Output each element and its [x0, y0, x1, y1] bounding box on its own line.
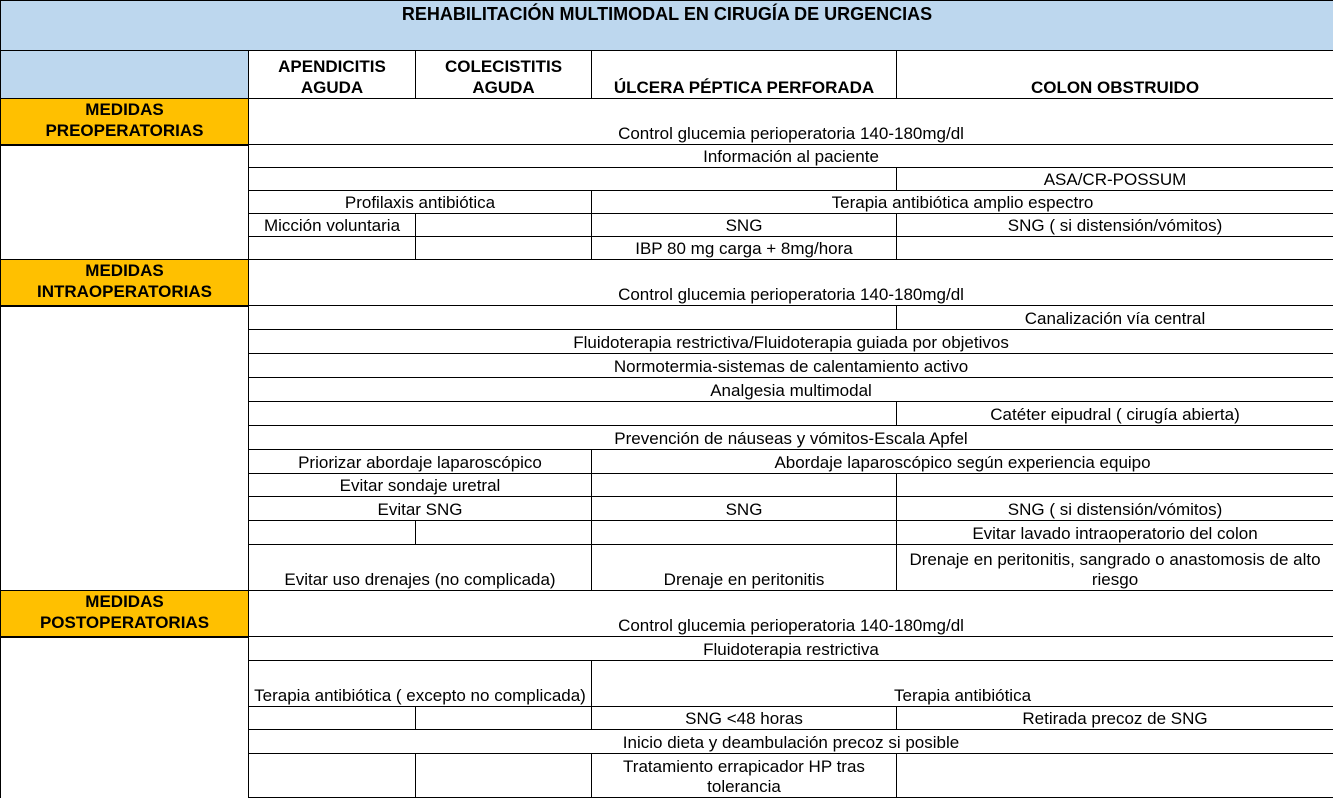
intra-prevencion: Prevención de náuseas y vómitos-Escala Apfel	[249, 426, 1333, 450]
section-postoperatorias: MEDIDAS POSTOPERATORIAS	[1, 591, 249, 637]
post-sng48: SNG <48 horas	[592, 707, 897, 730]
pre-informacion: Información al paciente	[249, 145, 1333, 168]
intra-empty-cell	[592, 474, 897, 497]
pre-ibp: IBP 80 mg carga + 8mg/hora	[592, 237, 897, 260]
intra-sng-distension: SNG ( si distensión/vómitos)	[897, 497, 1333, 521]
intra-analgesia: Analgesia multimodal	[249, 378, 1333, 402]
post-inicio-dieta: Inicio dieta y deambulación precoz si posible	[249, 730, 1333, 754]
intra-priorizar: Priorizar abordaje laparoscópico	[249, 450, 592, 474]
post-terapia-excepto: Terapia antibiótica ( excepto no complicada)	[249, 661, 592, 707]
pre-glucemia: Control glucemia perioperatoria 140-180mg/dl	[249, 99, 1333, 145]
intra-abordaje-experiencia: Abordaje laparoscópico según experiencia equipo	[592, 450, 1333, 474]
intra-empty-cell	[592, 521, 897, 545]
intra-empty-cell	[249, 306, 897, 330]
post-glucemia: Control glucemia perioperatoria 140-180mg/dl	[249, 591, 1333, 637]
pre-sng: SNG	[592, 214, 897, 237]
intra-drenaje-colon: Drenaje en peritonitis, sangrado o anastomosis de alto riesgo	[897, 545, 1333, 591]
header-corner	[1, 51, 249, 99]
post-terapia: Terapia antibiótica	[592, 661, 1333, 707]
intra-evitar-sng: Evitar SNG	[249, 497, 592, 521]
pre-terapia-amplio: Terapia antibiótica amplio espectro	[592, 191, 1333, 214]
header-colon: COLON OBSTRUIDO	[897, 51, 1333, 99]
post-empty-cell	[249, 707, 416, 730]
intra-drenajes: Evitar uso drenajes (no complicada)	[249, 545, 592, 591]
pre-asa: ASA/CR-POSSUM	[897, 168, 1333, 191]
intra-empty-cell	[897, 474, 1333, 497]
pre-empty-cell	[249, 237, 416, 260]
section-postoperatorias-body	[1, 637, 249, 798]
post-empty-cell	[416, 707, 592, 730]
intra-empty-cell	[249, 521, 416, 545]
section-intraoperatorias: MEDIDAS INTRAOPERATORIAS	[1, 260, 249, 306]
intra-normotermia: Normotermia-sistemas de calentamiento activo	[249, 354, 1333, 378]
header-apendicitis: APENDICITIS AGUDA	[249, 51, 416, 99]
table-title: REHABILITACIÓN MULTIMODAL EN CIRUGÍA DE URGENCIAS	[1, 1, 1333, 51]
intra-lavado: Evitar lavado intraoperatorio del colon	[897, 521, 1333, 545]
post-empty-cell	[416, 754, 592, 798]
intra-cateter: Catéter eipudral ( cirugía abierta)	[897, 402, 1333, 426]
intra-glucemia: Control glucemia perioperatoria 140-180mg/dl	[249, 260, 1333, 306]
pre-miccion: Micción voluntaria	[249, 214, 416, 237]
post-empty-cell	[897, 754, 1333, 798]
intra-sondaje: Evitar sondaje uretral	[249, 474, 592, 497]
intra-sng: SNG	[592, 497, 897, 521]
post-retirada: Retirada precoz de SNG	[897, 707, 1333, 730]
section-preoperatorias: MEDIDAS PREOPERATORIAS	[1, 99, 249, 145]
intra-fluidoterapia: Fluidoterapia restrictiva/Fluidoterapia guiada por objetivos	[249, 330, 1333, 354]
pre-empty-cell	[416, 214, 592, 237]
pre-empty-cell	[249, 168, 897, 191]
header-ulcera: ÚLCERA PÉPTICA PERFORADA	[592, 51, 897, 99]
pre-sng-distension: SNG ( si distensión/vómitos)	[897, 214, 1333, 237]
header-colecistitis: COLECISTITIS AGUDA	[416, 51, 592, 99]
intra-empty-cell	[249, 402, 897, 426]
post-empty-cell	[249, 754, 416, 798]
intra-canalizacion: Canalización vía central	[897, 306, 1333, 330]
pre-empty-cell	[897, 237, 1333, 260]
section-preoperatorias-body	[1, 145, 249, 260]
post-erradicador: Tratamiento errapicador HP tras tolerancia	[592, 754, 897, 798]
post-fluidoterapia: Fluidoterapia restrictiva	[249, 637, 1333, 661]
pre-empty-cell	[416, 237, 592, 260]
section-intraoperatorias-body	[1, 306, 249, 591]
intra-empty-cell	[416, 521, 592, 545]
pre-profilaxis: Profilaxis antibiótica	[249, 191, 592, 214]
intra-drenaje-peritonitis: Drenaje en peritonitis	[592, 545, 897, 591]
